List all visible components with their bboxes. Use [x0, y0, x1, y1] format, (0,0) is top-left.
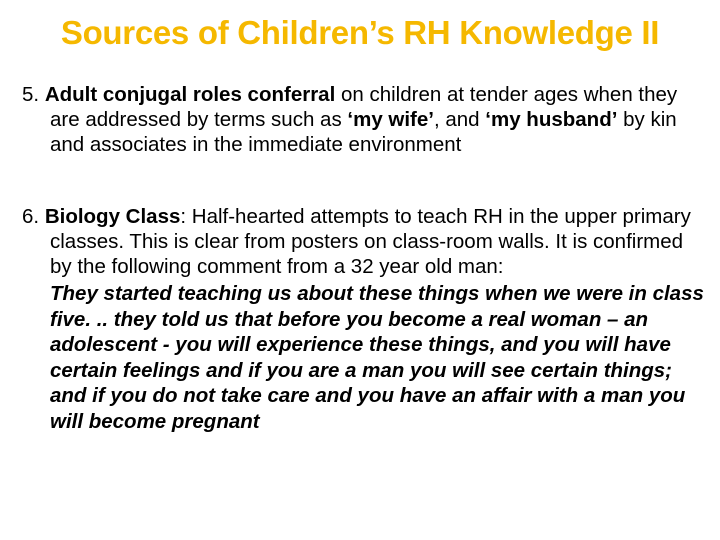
term-my-wife: ‘my wife’ [347, 108, 434, 131]
bullet-lead: Biology Class [44, 205, 181, 228]
bullet-lead: Adult conjugal roles conferral [44, 83, 336, 106]
bullet-text: by kin and associates in the immediate environment [50, 108, 677, 156]
bullet-number: 5. [22, 83, 40, 106]
bullet-point-5 [14, 82, 704, 157]
bullet-number: 6. [22, 205, 40, 228]
bullet-text: on children at tender ages when they are addressed by terms such as [50, 83, 678, 131]
bullet-text: , and [433, 108, 486, 131]
bullet-text: : Half-hearted attempts to teach RH in the upper primary classes. This is clear from posters on class-room walls. It is confirmed by the following comment from a 32 year old man: [50, 205, 691, 278]
bullet-body [22, 82, 704, 157]
slide-title: Sources of Children’s RH Knowledge II [60, 14, 660, 51]
bullet-point-6 [14, 204, 704, 434]
bullet-body [22, 204, 704, 279]
quote-text: They started teaching us about these things when we were in class five. .. they told us that before you become a real woman – an adolescent - you will experience these things, and you will have certain feelings and if you are a man you will see certain things; and if you do not take care and you have an affair with a man you will become pregnant [50, 282, 704, 433]
term-my-husband: ‘my husband’ [485, 108, 618, 131]
